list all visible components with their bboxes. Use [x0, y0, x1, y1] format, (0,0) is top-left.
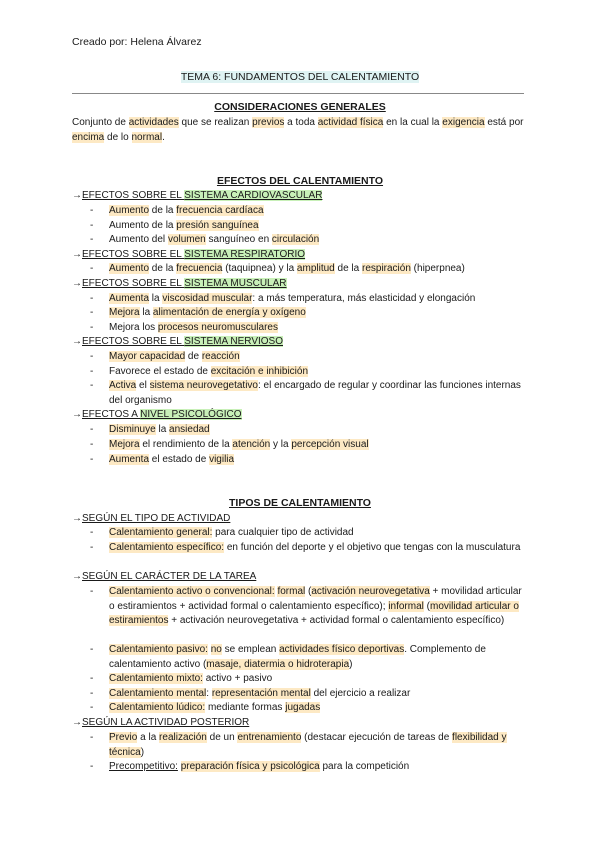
list-item: - Aumento de la presión sanguínea: [90, 220, 259, 231]
subheading-psicologico: →EFECTOS A NIVEL PSICOLÓGICO: [72, 409, 242, 420]
subheading-caracter-tarea: →SEGÚN EL CARÁCTER DE LA TAREA: [72, 571, 257, 582]
section-heading-efectos: EFECTOS DEL CALENTAMIENTO: [216, 175, 384, 187]
list-item: - Previo a la realización de un entrenamiento (destacar ejecución de tareas de flexibilidad y técnica): [90, 732, 507, 758]
list-item: - Calentamiento mental: representación mental del ejercicio a realizar: [90, 688, 411, 699]
list-item: - Calentamiento específico: en función del deporte y el objetivo que tengas con la musculatura: [90, 542, 521, 553]
subheading-actividad-posterior: →SEGÚN LA ACTIVIDAD POSTERIOR: [72, 717, 250, 728]
list-item: - Aumenta el estado de vigilia: [90, 454, 235, 465]
list-item: - Mayor capacidad de reacción: [90, 351, 240, 362]
author-line: Creado por: Helena Álvarez: [72, 36, 202, 48]
document-title: TEMA 6: FUNDAMENTOS DEL CALENTAMIENTO: [180, 71, 420, 83]
list-item: - Aumento del volumen sanguíneo en circulación: [90, 234, 320, 245]
section-heading-tipos: TIPOS DE CALENTAMIENTO: [229, 497, 371, 509]
list-item: - Favorece el estado de excitación e inhibición: [90, 366, 309, 377]
list-item: - Mejora el rendimiento de la atención y la percepción visual: [90, 439, 369, 450]
list-item: - Precompetitivo: preparación física y psicológica para la competición: [90, 761, 410, 772]
subheading-muscular: →EFECTOS SOBRE EL SISTEMA MUSCULAR: [72, 278, 287, 289]
list-item: - Calentamiento lúdico: mediante formas jugadas: [90, 702, 321, 713]
list-item: - Aumenta la viscosidad muscular: a más temperatura, más elasticidad y elongación: [90, 293, 476, 304]
list-item: - Disminuye la ansiedad: [90, 424, 210, 435]
list-item: - Aumento de la frecuencia cardíaca: [90, 205, 264, 216]
subheading-tipo-actividad: →SEGÚN EL TIPO DE ACTIVIDAD: [72, 513, 231, 524]
section-heading-consideraciones: CONSIDERACIONES GENERALES: [214, 101, 386, 113]
subheading-nervioso: →EFECTOS SOBRE EL SISTEMA NERVIOSO: [72, 336, 283, 347]
subheading-respiratorio: →EFECTOS SOBRE EL SISTEMA RESPIRATORIO: [72, 249, 306, 260]
consideraciones-paragraph: Conjunto de actividades que se realizan previos a toda actividad física en la cual la exigencia está por encima de lo normal.: [72, 117, 524, 143]
list-item: - Calentamiento pasivo: no se emplean actividades físico deportivas. Complemento de calentamiento activo (masaje, diatermia o hidroterapia): [90, 644, 486, 670]
subheading-cardiovascular: →EFECTOS SOBRE EL SISTEMA CARDIOVASCULAR: [72, 190, 323, 201]
list-item: - Calentamiento activo o convencional: formal (activación neurovegetativa + movilidad articular o estiramientos + actividad formal o calentamiento específico); informal (movilidad articular o estiramientos + activación neurovegetativa + actividad formal o calentamiento específico): [90, 586, 522, 626]
title-divider: [72, 93, 524, 94]
list-item: - Activa el sistema neurovegetativo: el encargado de regular y coordinar las funciones internas del organismo: [90, 380, 521, 406]
list-item: - Calentamiento general: para cualquier tipo de actividad: [90, 527, 354, 538]
list-item: - Mejora los procesos neuromusculares: [90, 322, 278, 333]
list-item: - Mejora la alimentación de energía y oxígeno: [90, 307, 306, 318]
list-item: - Calentamiento mixto: activo + pasivo: [90, 673, 273, 684]
list-item: - Aumento de la frecuencia (taquipnea) y la amplitud de la respiración (hiperpnea): [90, 263, 465, 274]
